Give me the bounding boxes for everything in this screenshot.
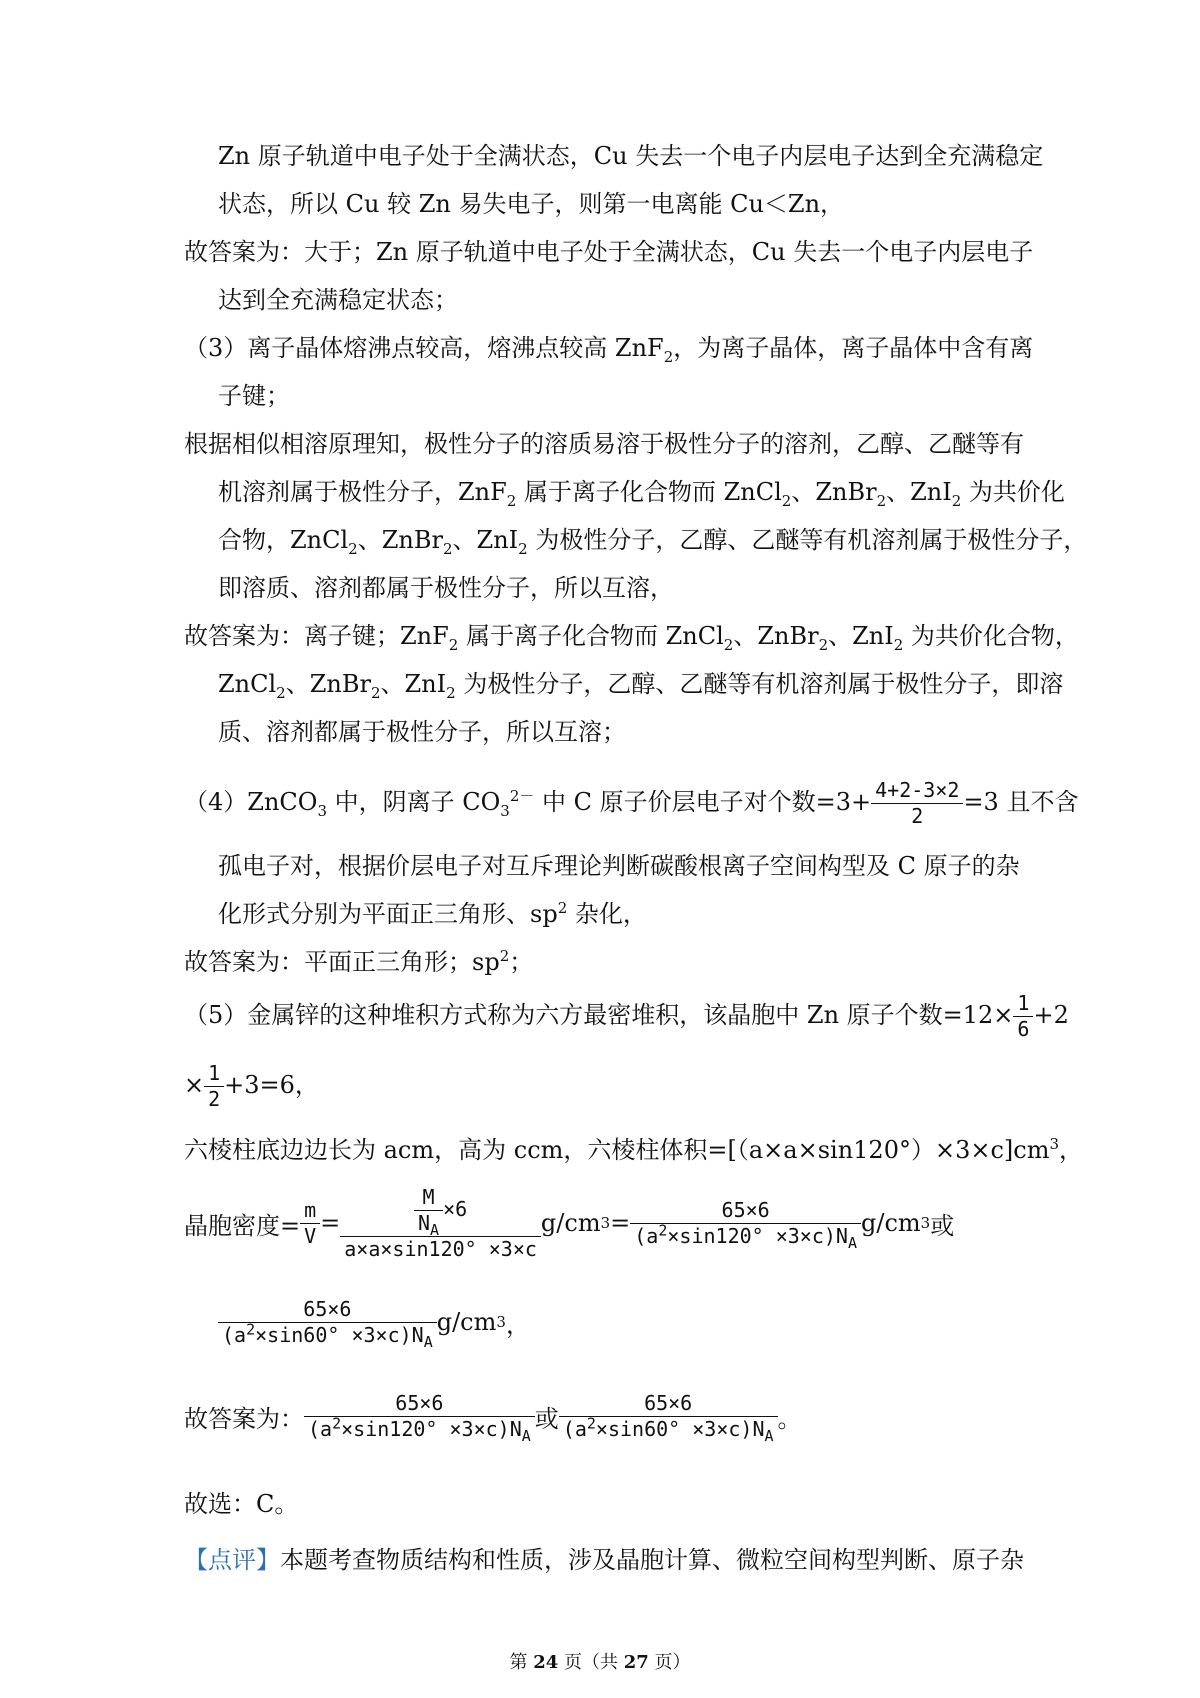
fraction-answer-2 — [559, 1390, 778, 1445]
text: （3）离子晶体熔沸点较高，熔沸点较高 ZnF — [184, 334, 664, 362]
text: 、ZnI — [452, 526, 519, 554]
text: 、ZnBr — [357, 526, 443, 554]
text: ， — [505, 1310, 530, 1339]
text: 晶胞密度= — [184, 1211, 301, 1240]
text: 六棱柱底边边长为 acm，高为 ccm，六棱柱体积=[（a×a×sin120°）×3×c]cm — [184, 1136, 1050, 1164]
page-number: 24 — [533, 1652, 559, 1673]
text-line: 达到全充满稳定状态； — [218, 286, 458, 314]
fraction-denominator: 2 — [871, 803, 963, 827]
vsepr-line — [184, 772, 1078, 832]
text-line — [184, 660, 1064, 708]
text: ×sin120° ×3×c)N — [667, 1223, 848, 1248]
text: = — [610, 1209, 631, 1237]
text: 中 C 原子价层电子对个数=3+ — [534, 788, 872, 816]
text: 、ZnI — [828, 622, 894, 650]
fraction-denominator — [559, 1413, 778, 1445]
superscript: 2 — [586, 1413, 596, 1432]
text: 页） — [648, 1652, 691, 1673]
comment-label: 【点评】 — [184, 1546, 280, 1574]
text: 或 — [930, 1211, 955, 1240]
fraction-numerator: 1 — [1017, 991, 1030, 1015]
text: (a — [634, 1223, 659, 1248]
fraction-numerator: 65×6 — [303, 1296, 352, 1321]
subscript: A — [521, 1426, 531, 1445]
text: (a — [222, 1322, 247, 1347]
fraction-numerator: 65×6 — [721, 1197, 770, 1222]
text: 、ZnI — [380, 670, 447, 698]
text: 故答案为：平面正三角形；sp — [184, 948, 500, 976]
text: g/cm — [540, 1209, 601, 1237]
text: （4）ZnCO — [184, 788, 318, 816]
text-line — [184, 938, 1024, 986]
fraction-denominator — [414, 1210, 443, 1239]
atom-count-line-2 — [184, 1050, 319, 1120]
fraction-numerator: 65×6 — [395, 1390, 444, 1415]
text: 中，阴离子 CO — [327, 788, 501, 816]
fraction-denominator — [304, 1413, 535, 1445]
text-line: Zn 原子轨道中电子处于全满状态，Cu 失去一个电子内层电子达到全充满稳定 — [218, 142, 1044, 170]
superscript: 2 — [332, 1413, 342, 1432]
subscript: 2 — [723, 635, 734, 654]
volume-line — [184, 1126, 1083, 1174]
superscript: 2 — [557, 899, 568, 917]
text: 合物，ZnCl — [218, 526, 349, 554]
text: 本题考查物质结构和性质，涉及晶胞计算、微粒空间构型判断、原子杂 — [280, 1546, 1024, 1574]
text: 为极性分子，乙醇、乙醚等有机溶剂属于极性分子，即溶 — [455, 670, 1064, 698]
text: 、ZnBr — [733, 622, 819, 650]
subscript: 2 — [446, 683, 456, 702]
vsepr-fraction — [871, 780, 963, 827]
density-equation: 晶胞密度= $\frac{m}{V}$ = $\frac{M}{N_A}$ ×6 a×a×sin120° ×3×c g/cm 3 = $\frac{65\times 6}{(a^2\times\sin 120^\circ \times 3\times c)N_A}$ g/cm 3 或 — [184, 1184, 955, 1261]
text-line: 故答案为：大于；Zn 原子轨道中电子处于全满状态，Cu 失去一个电子内层电子 — [184, 238, 1034, 266]
text: = — [320, 1209, 341, 1237]
fraction-denominator: V — [300, 1223, 320, 1247]
superscript: 2 — [658, 1220, 668, 1239]
fraction-density-3 — [218, 1296, 437, 1351]
text: 、ZnBr — [285, 670, 371, 698]
fraction-density-2 — [630, 1197, 861, 1252]
text: ×sin120° ×3×c)N — [341, 1416, 522, 1441]
text-line: 质、溶剂都属于极性分子，所以互溶； — [218, 718, 626, 746]
subscript: 3 — [317, 801, 327, 820]
text: ， — [1059, 1136, 1084, 1164]
subscript: 2 — [893, 635, 904, 654]
text: 为共价化合物， — [903, 622, 1079, 650]
text-line — [184, 612, 1079, 660]
density-alt-equation: $\frac{65\times 6}{(a^2\times\sin 60^\circ \times 3\times c)N_A}$ g/cm 3 ， — [218, 1282, 530, 1362]
subscript: 2 — [876, 491, 887, 510]
subscript: A — [764, 1426, 774, 1445]
subscript: 2 — [348, 539, 358, 558]
paragraph-ionization — [184, 132, 1088, 756]
text: 或 — [534, 1404, 559, 1433]
fraction-denominator: 6 — [1013, 1016, 1033, 1040]
text: ，为离子晶体，离子晶体中含有离 — [673, 334, 1034, 362]
fraction-denominator: a×a×sin120° ×3×c — [340, 1236, 541, 1260]
paragraph-vsepr — [184, 842, 1024, 986]
text: +2 — [1033, 1001, 1069, 1029]
text-line: 故选：C。 — [184, 1490, 299, 1518]
text: 故答案为：离子键；ZnF — [184, 622, 449, 650]
subscript: 2 — [448, 635, 459, 654]
text: 页（共 — [558, 1652, 624, 1673]
fraction-numerator: 1 — [208, 1061, 221, 1085]
fraction-m-over-v — [300, 1197, 320, 1248]
text-line: 即溶质、溶剂都属于极性分子，所以互溶， — [218, 574, 674, 602]
text: （5）金属锌的这种堆积方式称为六方最密堆积，该晶胞中 Zn 原子个数=12× — [184, 1001, 1014, 1029]
text: ZnCl — [218, 670, 277, 698]
text: (a — [562, 1416, 587, 1441]
subscript: 2 — [506, 491, 517, 510]
subscript: 2 — [370, 683, 381, 702]
fraction-denominator — [218, 1319, 437, 1351]
atom-count-line — [184, 980, 1069, 1050]
text: 为极性分子，乙醇、乙醚等有机溶剂属于极性分子， — [527, 526, 1088, 554]
subscript: 2 — [781, 491, 792, 510]
text-line: 孤电子对，根据价层电子对互斥理论判断碳酸根离子空间构型及 C 原子的杂 — [218, 852, 1020, 880]
fraction-numerator: m — [304, 1197, 317, 1222]
fraction-density-1 — [340, 1184, 541, 1261]
text-line — [184, 890, 1024, 938]
answer-equation — [184, 1376, 802, 1456]
text: 属于离子化合物而 ZnCl — [458, 622, 724, 650]
superscript: 2 — [246, 1319, 256, 1338]
text: N — [418, 1210, 431, 1235]
subscript: 2 — [818, 635, 829, 654]
paragraph-conclusion — [184, 1480, 1024, 1584]
text: 故答案为： — [184, 1404, 304, 1433]
subscript: 3 — [500, 801, 510, 820]
text: ； — [509, 948, 534, 976]
text: g/cm — [436, 1308, 497, 1336]
text: ×sin60° ×3×c)N — [255, 1322, 424, 1347]
subscript: A — [423, 1332, 433, 1351]
fraction-numerator: M — [422, 1184, 435, 1209]
text: 、ZnBr — [791, 478, 877, 506]
text-line: 子键； — [218, 382, 290, 410]
text: ×sin60° ×3×c)N — [595, 1416, 765, 1441]
subscript: A — [430, 1220, 440, 1239]
fraction-one-sixth — [1013, 993, 1033, 1040]
fraction-denominator: 2 — [204, 1086, 224, 1110]
superscript-charge: 2－ — [509, 787, 535, 805]
subscript: 2 — [518, 539, 528, 558]
fraction-numerator: 65×6 — [644, 1390, 693, 1415]
subscript: 2 — [276, 683, 286, 702]
subscript: 2 — [442, 539, 453, 558]
text: +3=6， — [224, 1071, 319, 1099]
text-line: 状态，所以 Cu 较 Zn 易失电子，则第一电离能 Cu＜Zn， — [218, 190, 845, 218]
subscript: 2 — [663, 347, 674, 366]
text: 机溶剂属于极性分子，ZnF — [218, 478, 507, 506]
text: 杂化， — [567, 900, 647, 928]
fraction-m-over-na — [414, 1184, 443, 1239]
text-line — [184, 1536, 1024, 1584]
text: =3 且不含 — [963, 788, 1079, 816]
text-line — [184, 324, 1034, 372]
text-line — [184, 468, 1065, 516]
page-footer — [0, 1648, 1200, 1674]
text: 为共价化 — [961, 478, 1065, 506]
text: 化形式分别为平面正三角形、sp — [218, 900, 558, 928]
fraction-denominator — [630, 1220, 861, 1252]
text: 。 — [777, 1404, 802, 1433]
superscript: 2 — [499, 947, 510, 965]
text: 属于离子化合物而 ZnCl — [516, 478, 782, 506]
fraction-one-half — [204, 1063, 224, 1110]
text-line — [184, 516, 1088, 564]
text: 第 — [509, 1652, 534, 1673]
fraction-numerator — [340, 1184, 541, 1239]
subscript: 2 — [951, 491, 962, 510]
text: (a — [308, 1416, 333, 1441]
text: g/cm — [861, 1209, 921, 1237]
subscript: A — [847, 1233, 858, 1252]
superscript: 3 — [1049, 1135, 1060, 1153]
text: × — [184, 1071, 205, 1099]
text-line: 根据相似相溶原理知，极性分子的溶质易溶于极性分子的溶剂，乙醇、乙醚等有 — [184, 430, 1024, 458]
fraction-numerator: 4+2-3×2 — [875, 778, 960, 802]
page-total: 27 — [623, 1652, 649, 1673]
fraction-answer-1 — [304, 1390, 535, 1445]
text: 、ZnI — [886, 478, 952, 506]
text: ×6 — [443, 1196, 468, 1221]
